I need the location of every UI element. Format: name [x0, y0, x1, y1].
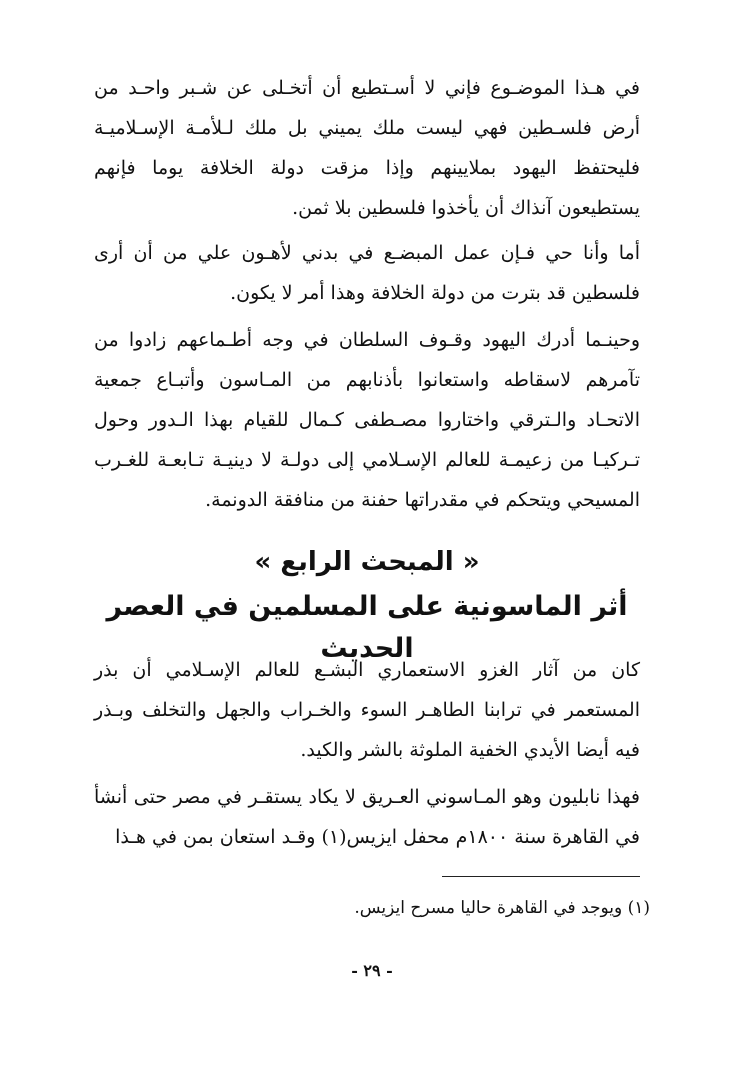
paragraph-2: أما وأنا حي فـإن عمل المبضـع في بدني لأهـون علي من أن أرى فلسطين قد بترت من دولة الخلافة وهذا أمر لا يكون. — [94, 242, 640, 304]
section-title: أثر الماسونية على المسلمين في العصر الحديث — [106, 591, 628, 664]
paragraph-1: في هـذا الموضـوع فإني لا أسـتطيع أن أتخـلى عن شـبر واحـد من أرض فلسـطين فهي ليست ملك يميني بل ملك لـلأمـة الإسـلاميـة فليحتفظ اليهود بملايينهم وإذا مزقت دولة الخلافة يوما فإنهم يستطيعون آنذاك أن يأخذوا فلسطين بلا ثمن. — [94, 77, 640, 219]
section-heading: « المبحث الرابع » — [254, 547, 480, 577]
paragraph-3: وحينـما أدرك اليهود وقـوف السلطان في وجه أطـماعهم زادوا من تآمرهم لاسقاطه واستعانوا بأذنابهم من المـاسون وأتبـاع جمعية الاتحـاد والـترقي واختاروا مصـطفى كـمال للقيام بهذا الـدور وحول تـركيـا من زعيمـة للعالم الإسـلامي إلى دولـة لا دينيـة تـابعـة للغـرب المسيحي ويتحكم في مقدراتها حفنة من منافقة الدونمة. — [94, 329, 640, 511]
paragraph-5: فهذا نابليون وهو المـاسوني العـريق لا يكاد يستقـر في مصر حتى أنشأ في القاهرة سنة ١٨٠٠م محفل ايزيس(١) وقـد استعان بمن في هـذا — [94, 786, 640, 848]
footnote: (١) ويوجد في القاهرة حاليا مسرح ايزيس. — [354, 898, 650, 918]
footnote-divider — [442, 876, 640, 877]
page-number: - ٢٩ - — [351, 961, 393, 980]
paragraph-4: كان من آثار الغزو الاستعماري البشـع للعالم الإسـلامي أن بذر المستعمر في ترابنا الطاهـر السوء والخـراب والجهل والتخلف وبـذر فيه أيضا الأيدي الخفية الملوثة بالشر والكيد. — [94, 659, 640, 761]
